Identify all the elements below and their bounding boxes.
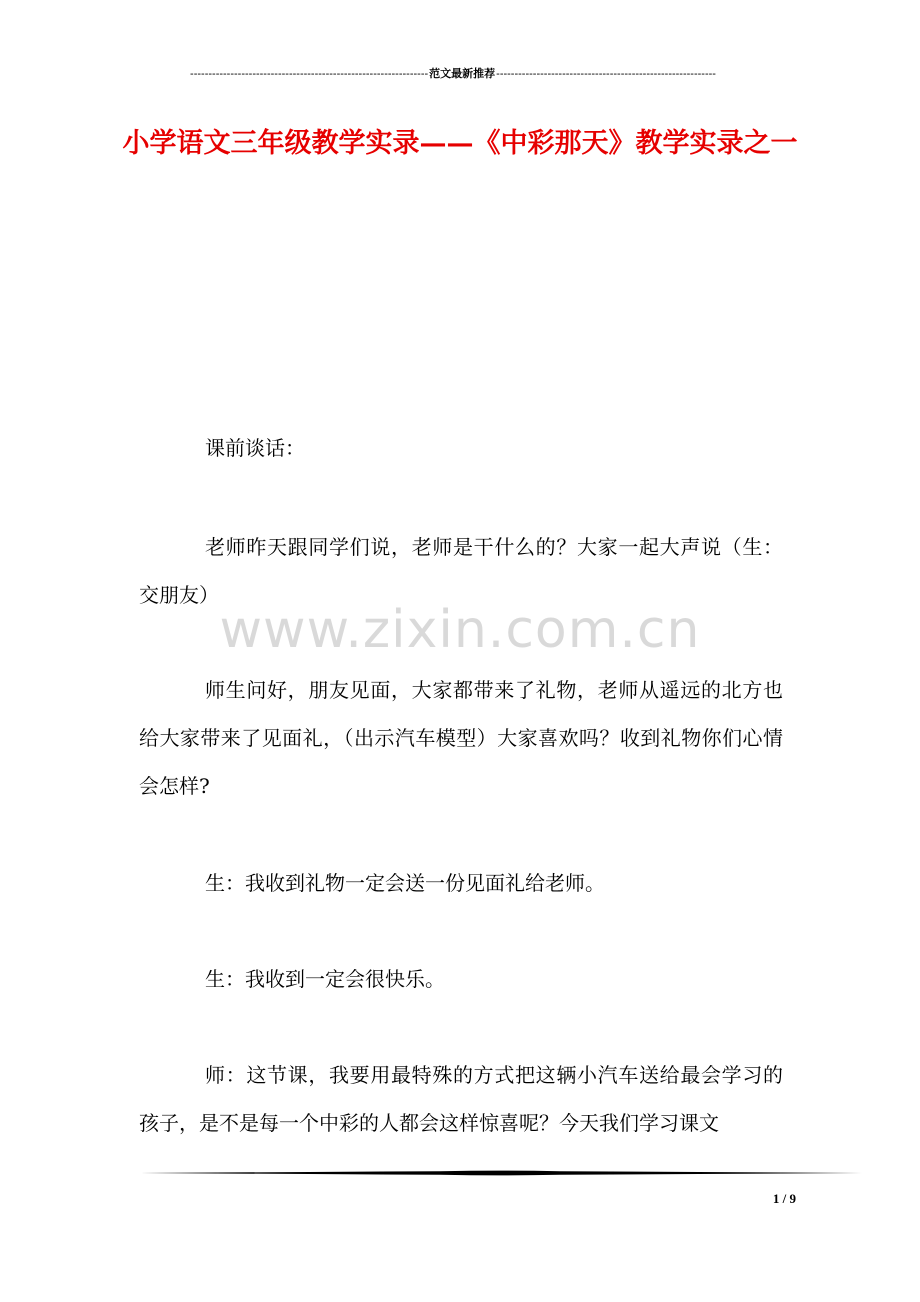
footer-rule [140, 1169, 862, 1176]
paragraph-2: 师生问好，朋友见面，大家都带来了礼物，老师从遥远的北方也给大家带来了见面礼，（出示汽车模型）大家喜欢吗？收到礼物你们心情会怎样? [139, 678, 783, 798]
paragraph-3: 生：我收到礼物一定会送一份见面礼给老师。 [205, 871, 605, 895]
page-number: 1 / 9 [772, 1191, 796, 1206]
header-dashes-left: ----------------------------------------------------------------- [190, 68, 429, 80]
header-dashes-right: ------------------------------------------------------------ [496, 68, 716, 80]
paragraph-4: 生：我收到一定会很快乐。 [205, 967, 445, 991]
header-label: 范文最新推荐 [429, 68, 496, 80]
document-title: 小学语文三年级教学实录——《中彩那天》教学实录之一 [122, 128, 798, 159]
watermark: www.zixin.com.cn [219, 600, 701, 660]
header-banner [138, 66, 768, 82]
paragraph-intro-heading: 课前谈话： [205, 436, 305, 460]
paragraph-1: 老师昨天跟同学们说，老师是干什么的？大家一起大声说（生：交朋友） [139, 535, 783, 607]
paragraph-5: 师：这节课，我要用最特殊的方式把这辆小汽车送给最会学习的孩子，是不是每一个中彩的人都会这样惊喜呢？今天我们学习课文 [139, 1063, 783, 1135]
